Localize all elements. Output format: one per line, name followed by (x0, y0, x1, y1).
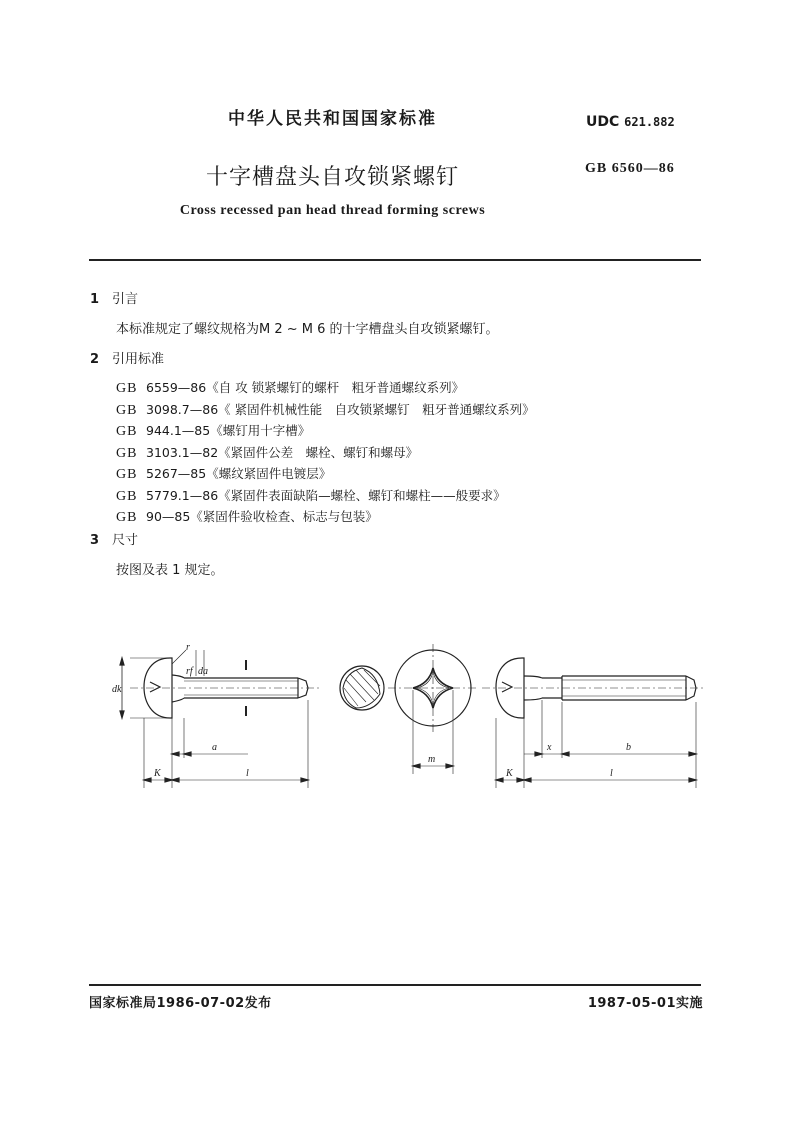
label-k-left: K (154, 768, 161, 779)
standard-title-english: Cross recessed pan head thread forming screws (179, 203, 486, 218)
screw-drawing (100, 610, 710, 800)
reference-item: GB 6559—86《自 攻 锁紧螺钉的螺杆 粗牙普通螺纹系列》 (116, 380, 465, 396)
label-da: da (198, 666, 208, 677)
label-r: r (186, 642, 190, 653)
reference-list (116, 378, 535, 529)
footer-divider (89, 984, 701, 986)
section-heading-1: 1 引言 (90, 292, 139, 307)
standard-number: GB 6560—86 (585, 161, 675, 176)
trilobular-section (340, 666, 384, 710)
label-x: x (547, 742, 552, 753)
label-a: a (212, 742, 217, 753)
label-k-right: K (506, 768, 513, 779)
label-m: m (428, 754, 436, 765)
reference-item: GB 5779.1—86《紧固件表面缺陷—螺栓、螺钉和螺柱——般要求》 (116, 487, 506, 504)
section-heading-2: 2 引用标准 (90, 352, 165, 367)
side-view-right (482, 658, 706, 788)
reference-item: GB 5267—85《螺纹紧固件电镀层》 (116, 466, 332, 482)
effective-date: 1987-05-01实施 (587, 996, 703, 1011)
standard-title-chinese: 十字槽盘头自攻锁紧螺钉 (205, 165, 459, 190)
label-l-right: l (610, 768, 613, 779)
label-dk: dk (112, 684, 122, 695)
reference-item: GB 90—85《紧固件验收检查、标志与包装》 (116, 509, 378, 525)
issuing-organization: 中华人民共和国国家标准 (228, 109, 437, 129)
udc-code (586, 114, 675, 130)
section-1-body: 本标准规定了螺纹规格为M 2 ~ M 6 的十字槽盘头自攻锁紧螺钉。 (116, 322, 499, 337)
section-3-body: 按图及表 1 规定。 (116, 563, 224, 578)
header-divider (89, 259, 701, 261)
reference-item: GB 3098.7—86《 紧固件机械性能 自攻锁紧螺钉 粗牙普通螺纹系列》 (116, 401, 535, 418)
label-rf: rf (186, 666, 193, 677)
reference-item: GB 944.1—85《螺钉用十字槽》 (116, 423, 311, 439)
udc-label: UDC (586, 114, 620, 130)
label-l-left: l (246, 768, 249, 779)
reference-item: GB 3103.1—82《紧固件公差 螺栓、螺钉和螺母》 (116, 444, 419, 461)
side-view-left (120, 650, 320, 788)
label-b: b (626, 742, 631, 753)
udc-number: 621.882 (624, 115, 675, 129)
issue-date: 国家标准局1986-07-02发布 (89, 996, 272, 1011)
section-heading-3: 3 尺寸 (90, 533, 139, 548)
